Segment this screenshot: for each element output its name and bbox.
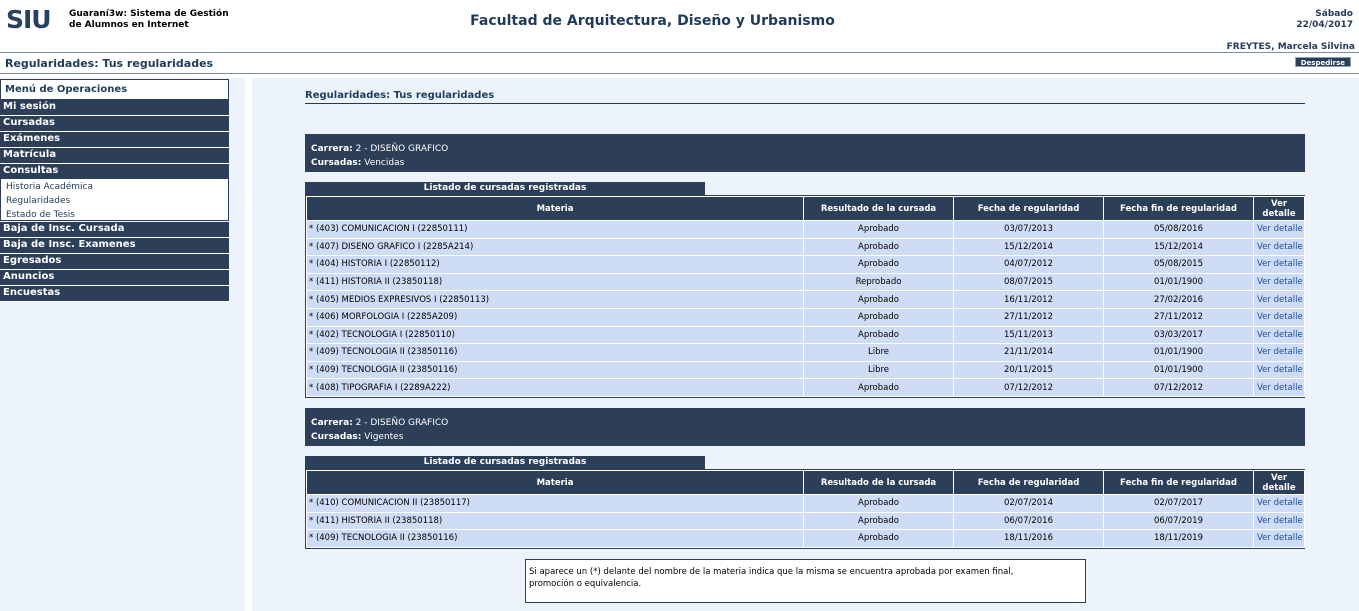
table-row [307, 273, 1305, 291]
cell-resultado: Aprobado [804, 238, 954, 256]
ver-detalle-link[interactable]: Ver detalle [1254, 495, 1305, 513]
cell-fecha-regularidad: 03/07/2013 [954, 221, 1104, 239]
cursadas-line [311, 156, 1305, 170]
cell-fecha-fin: 15/12/2014 [1104, 238, 1254, 256]
ver-detalle-link[interactable]: Ver detalle [1254, 221, 1305, 239]
cell-resultado: Aprobado [804, 308, 954, 326]
cell-fecha-fin: 01/01/1900 [1104, 273, 1254, 291]
cell-fecha-regularidad: 18/11/2016 [954, 530, 1104, 548]
content-title: Regularidades: Tus regularidades [305, 90, 495, 101]
submenu-estado-de-tesis[interactable]: Estado de Tesis [6, 210, 75, 220]
col-fecha-fin: Fecha fin de regularidad [1104, 471, 1254, 495]
cell-fecha-regularidad: 08/07/2015 [954, 273, 1104, 291]
carrera-value: 2 - DISEÑO GRAFICO [355, 144, 449, 154]
cell-fecha-regularidad: 04/07/2012 [954, 256, 1104, 274]
cell-resultado: Libre [804, 361, 954, 379]
table-row [307, 512, 1305, 530]
table-row [307, 530, 1305, 548]
carrera-line [311, 142, 1305, 156]
cell-fecha-regularidad: 07/12/2012 [954, 379, 1104, 397]
ver-detalle-link[interactable]: Ver detalle [1254, 344, 1305, 362]
cell-fecha-regularidad: 16/11/2012 [954, 291, 1104, 309]
footnote [525, 559, 1086, 603]
cell-fecha-regularidad: 15/12/2014 [954, 238, 1104, 256]
cursadas-label: Cursadas: [311, 432, 362, 442]
cell-resultado: Aprobado [804, 495, 954, 513]
table-row [307, 344, 1305, 362]
cell-fecha-fin: 05/08/2015 [1104, 256, 1254, 274]
menu-item-cursadas[interactable]: Cursadas [0, 116, 229, 132]
cell-fecha-fin: 07/12/2012 [1104, 379, 1254, 397]
cell-materia: * (410) COMUNICACION II (23850117) [307, 495, 804, 513]
main-content [252, 78, 1359, 611]
carrera-label: Carrera: [311, 144, 353, 154]
ver-detalle-link[interactable]: Ver detalle [1254, 256, 1305, 274]
menu-item-anuncios[interactable]: Anuncios [0, 270, 229, 286]
cell-fecha-regularidad: 15/11/2013 [954, 326, 1104, 344]
col-fecha-regularidad: Fecha de regularidad [954, 197, 1104, 221]
ver-detalle-link[interactable]: Ver detalle [1254, 238, 1305, 256]
faculty-title [0, 13, 1359, 29]
col-ver-detalle [1254, 197, 1305, 221]
cell-materia: * (404) HISTORIA I (22850112) [307, 256, 804, 274]
cell-materia: * (405) MEDIOS EXPRESIVOS I (22850113) [307, 291, 804, 309]
submenu-regularidades[interactable]: Regularidades [6, 196, 71, 206]
app-title-line1: Guaraní3w: Sistema de Gestión [69, 9, 229, 19]
table-row [307, 326, 1305, 344]
col-fecha-fin: Fecha fin de regularidad [1104, 197, 1254, 221]
date-box [1296, 9, 1353, 31]
table-row [307, 308, 1305, 326]
ver-detalle-link[interactable]: Ver detalle [1254, 326, 1305, 344]
menu-item-examenes[interactable]: Exámenes [0, 132, 229, 148]
faculty-name: Facultad de Arquitectura, Diseño y Urbanismo [470, 13, 835, 29]
cell-materia: * (409) TECNOLOGIA II (23850116) [307, 344, 804, 362]
logout-button[interactable]: Despedirse [1295, 57, 1351, 67]
cell-resultado: Aprobado [804, 512, 954, 530]
menu-item-matricula[interactable]: Matrícula [0, 148, 229, 164]
table-row [307, 379, 1305, 397]
cell-fecha-fin: 03/03/2017 [1104, 326, 1254, 344]
page-title-bar [0, 54, 1359, 72]
cell-resultado: Aprobado [804, 291, 954, 309]
siu-logo: SIU [6, 5, 51, 34]
cell-resultado: Aprobado [804, 530, 954, 548]
cell-fecha-regularidad: 02/07/2014 [954, 495, 1104, 513]
cell-fecha-fin: 02/07/2017 [1104, 495, 1254, 513]
cell-fecha-fin: 01/01/1900 [1104, 361, 1254, 379]
cell-fecha-fin: 27/11/2012 [1104, 308, 1254, 326]
cell-materia: * (409) TECNOLOGIA II (23850116) [307, 361, 804, 379]
cell-resultado: Aprobado [804, 256, 954, 274]
menu-item-baja-examenes[interactable]: Baja de Insc. Examenes [0, 238, 229, 254]
col-resultado: Resultado de la cursada [804, 471, 954, 495]
cell-materia: * (403) COMUNICACION I (22850111) [307, 221, 804, 239]
carrera-label: Carrera: [311, 418, 353, 428]
menu-item-mi-sesion[interactable]: Mi sesión [0, 100, 229, 116]
cursadas-value: Vencidas [364, 158, 405, 168]
col-fecha-regularidad: Fecha de regularidad [954, 471, 1104, 495]
cell-fecha-fin: 05/08/2016 [1104, 221, 1254, 239]
table-vencidas [305, 195, 1305, 398]
day-label: Sábado [1315, 9, 1353, 19]
table-vigentes [305, 469, 1305, 549]
header [0, 0, 1359, 52]
table-row [307, 221, 1305, 239]
app-title-line2: de Alumnos en Internet [69, 20, 189, 30]
menu-item-egresados[interactable]: Egresados [0, 254, 229, 270]
cell-fecha-regularidad: 21/11/2014 [954, 344, 1104, 362]
carrera-value: 2 - DISEÑO GRAFICO [355, 418, 449, 428]
table-row [307, 495, 1305, 513]
cell-resultado: Libre [804, 344, 954, 362]
cell-resultado: Aprobado [804, 379, 954, 397]
cell-fecha-fin: 18/11/2019 [1104, 530, 1254, 548]
table-row [307, 361, 1305, 379]
date-label: 22/04/2017 [1296, 20, 1353, 30]
cell-fecha-fin: 01/01/1900 [1104, 344, 1254, 362]
user-name: FREYTES, Marcela Silvina [1226, 42, 1355, 52]
table-row [307, 238, 1305, 256]
cell-materia: * (406) MORFOLOGIA I (2285A209) [307, 308, 804, 326]
submenu-historia-academica[interactable]: Historia Académica [6, 182, 94, 192]
cell-fecha-fin: 27/02/2016 [1104, 291, 1254, 309]
table-header-row [307, 471, 1305, 495]
cell-resultado: Aprobado [804, 326, 954, 344]
ver-detalle-link[interactable]: Ver detalle [1254, 361, 1305, 379]
footnote-line2: promoción o equivalencia. [529, 579, 642, 589]
cell-materia: * (409) TECNOLOGIA II (23850116) [307, 530, 804, 548]
col-ver-detalle [1254, 471, 1305, 495]
menu-item-consultas[interactable]: Consultas [0, 164, 229, 180]
col-ver-line2: detalle [1262, 208, 1296, 219]
ver-detalle-link[interactable]: Ver detalle [1254, 379, 1305, 397]
table-row [307, 256, 1305, 274]
sidebar [0, 78, 245, 611]
cell-materia: * (407) DISENO GRAFICO I (2285A214) [307, 238, 804, 256]
subbar-divider [0, 73, 1359, 74]
ver-detalle-link[interactable]: Ver detalle [1254, 308, 1305, 326]
ver-detalle-link[interactable]: Ver detalle [1254, 291, 1305, 309]
carrera-box-vigentes [305, 408, 1305, 446]
list-title-vencidas: Listado de cursadas registradas [305, 182, 705, 195]
col-materia: Materia [307, 471, 804, 495]
cell-materia: * (411) HISTORIA II (23850118) [307, 273, 804, 291]
cell-resultado: Aprobado [804, 221, 954, 239]
cursadas-label: Cursadas: [311, 158, 362, 168]
cursadas-line [311, 430, 1305, 444]
table-row [307, 291, 1305, 309]
footnote-line1: Si aparece un (*) delante del nombre de la materia indica que la misma se encuentra aprobada por examen final, [529, 567, 1014, 577]
header-divider [0, 52, 1359, 53]
cell-materia: * (402) TECNOLOGIA I (22850110) [307, 326, 804, 344]
col-ver-line1: Ver [1270, 472, 1288, 483]
cell-fecha-fin: 06/07/2019 [1104, 512, 1254, 530]
menu-item-baja-cursada[interactable]: Baja de Insc. Cursada [0, 222, 229, 238]
ver-detalle-link[interactable]: Ver detalle [1254, 530, 1305, 548]
cell-fecha-regularidad: 27/11/2012 [954, 308, 1104, 326]
carrera-line [311, 416, 1305, 430]
content-title-rule [305, 103, 1305, 104]
page-title: Regularidades: Tus regularidades [5, 57, 214, 70]
cell-materia: * (411) HISTORIA II (23850118) [307, 512, 804, 530]
col-ver-line1: Ver [1270, 198, 1288, 209]
carrera-box-vencidas [305, 134, 1305, 172]
col-resultado: Resultado de la cursada [804, 197, 954, 221]
list-title-vigentes: Listado de cursadas registradas [305, 456, 705, 469]
col-materia: Materia [307, 197, 804, 221]
cell-fecha-regularidad: 20/11/2015 [954, 361, 1104, 379]
cursadas-value: Vigentes [364, 432, 404, 442]
menu-item-encuestas[interactable]: Encuestas [0, 286, 229, 302]
col-ver-line2: detalle [1262, 482, 1296, 493]
cell-fecha-regularidad: 06/07/2016 [954, 512, 1104, 530]
table-header-row [307, 197, 1305, 221]
cell-resultado: Reprobado [804, 273, 954, 291]
ver-detalle-link[interactable]: Ver detalle [1254, 273, 1305, 291]
cell-materia: * (408) TIPOGRAFIA I (2289A222) [307, 379, 804, 397]
menu-title: Menú de Operaciones [0, 79, 229, 100]
consultas-submenu [0, 178, 229, 221]
ver-detalle-link[interactable]: Ver detalle [1254, 512, 1305, 530]
